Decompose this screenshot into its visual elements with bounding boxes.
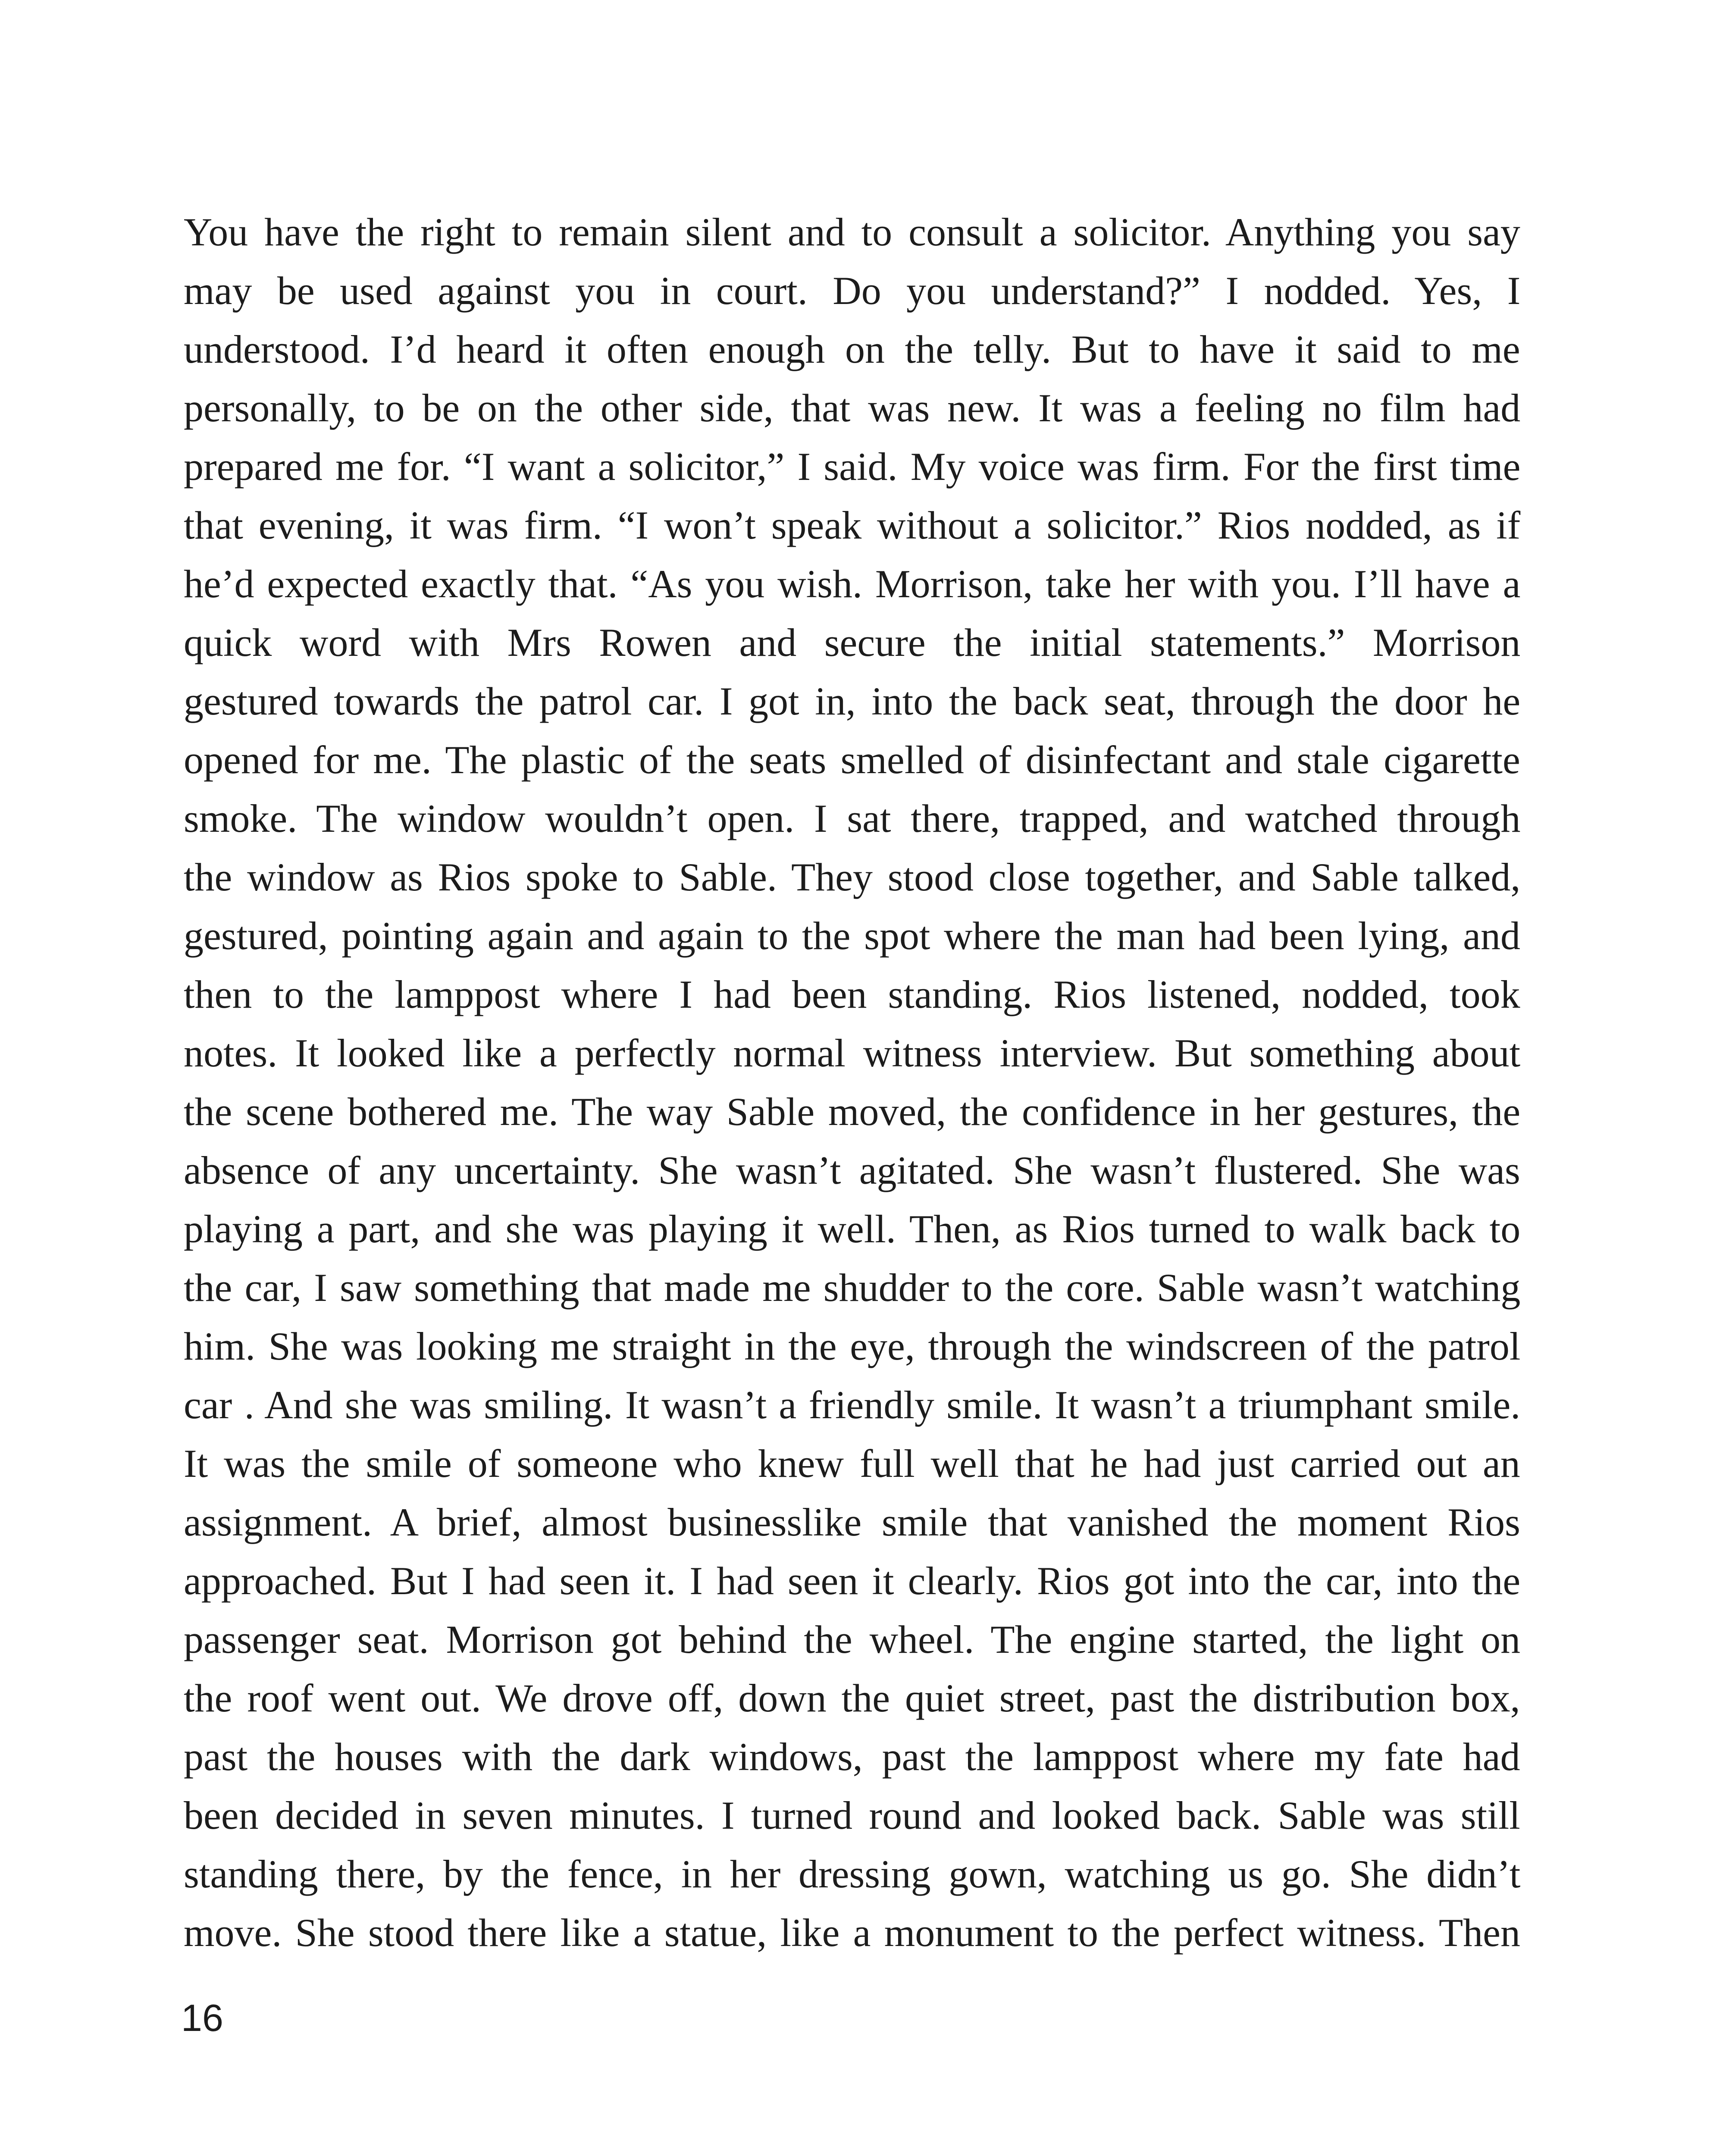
body-text — [184, 203, 1520, 1962]
text-line: notes. It looked like a perfectly normal witness interview. But something about — [184, 1031, 1521, 1075]
text-line: may be used against you in court. Do you understand?” I nodded. Yes, I — [184, 269, 1521, 313]
text-line: smoke. The window wouldn’t open. I sat there, trapped, and watched through — [184, 796, 1521, 840]
text-line: opened for me. The plastic of the seats smelled of disinfectant and stale cigarette — [184, 738, 1520, 782]
page-number: 16 — [181, 1996, 223, 2039]
text-line: he’d expected exactly that. “As you wish. Morrison, take her with you. I’ll have a — [184, 562, 1521, 606]
text-line: understood. I’d heard it often enough on the telly. But to have it said to me — [184, 327, 1520, 371]
text-line: It was the smile of someone who knew full well that he had just carried out an — [184, 1442, 1520, 1485]
text-line: then to the lamppost where I had been standing. Rios listened, nodded, took — [184, 972, 1520, 1016]
text-line: absence of any uncertainty. She wasn’t agitated. She wasn’t flustered. She was — [184, 1148, 1520, 1192]
text-line: standing there, by the fence, in her dressing gown, watching us go. She didn’t — [184, 1852, 1521, 1896]
text-line: gestured towards the patrol car. I got in, into the back seat, through the door he — [184, 679, 1521, 723]
text-line: personally, to be on the other side, that was new. It was a feeling no film had — [184, 386, 1521, 430]
text-line: the roof went out. We drove off, down the quiet street, past the distribution box, — [184, 1676, 1520, 1720]
text-line: past the houses with the dark windows, past the lamppost where my fate had — [184, 1735, 1520, 1779]
text-line: playing a part, and she was playing it well. Then, as Rios turned to walk back to — [184, 1207, 1521, 1251]
text-line: car . And she was smiling. It wasn’t a friendly smile. It wasn’t a triumphant smile. — [184, 1383, 1521, 1427]
text-line: the scene bothered me. The way Sable moved, the confidence in her gestures, the — [184, 1090, 1521, 1134]
text-line: assignment. A brief, almost businesslike smile that vanished the moment Rios — [184, 1500, 1520, 1544]
text-line: approached. But I had seen it. I had seen it clearly. Rios got into the car, into the — [184, 1559, 1521, 1603]
text-line: move. She stood there like a statue, like a monument to the perfect witness. Then — [184, 1911, 1520, 1955]
text-line: that evening, it was firm. “I won’t speak without a solicitor.” Rios nodded, as if — [184, 503, 1521, 547]
text-line: the window as Rios spoke to Sable. They stood close together, and Sable talked, — [184, 855, 1521, 899]
text-line: him. She was looking me straight in the eye, through the windscreen of the patrol — [184, 1324, 1521, 1368]
text-line: You have the right to remain silent and to consult a solicitor. Anything you say — [184, 210, 1520, 254]
text-line: prepared me for. “I want a solicitor,” I said. My voice was firm. For the first time — [184, 445, 1521, 489]
text-line: the car, I saw something that made me shudder to the core. Sable wasn’t watching — [184, 1266, 1521, 1310]
text-line: gestured, pointing again and again to the spot where the man had been lying, and — [184, 914, 1520, 958]
text-line: quick word with Mrs Rowen and secure the initial statements.” Morrison — [184, 620, 1521, 664]
text-line: passenger seat. Morrison got behind the wheel. The engine started, the light on — [184, 1617, 1521, 1661]
text-line: been decided in seven minutes. I turned round and looked back. Sable was still — [184, 1793, 1520, 1837]
